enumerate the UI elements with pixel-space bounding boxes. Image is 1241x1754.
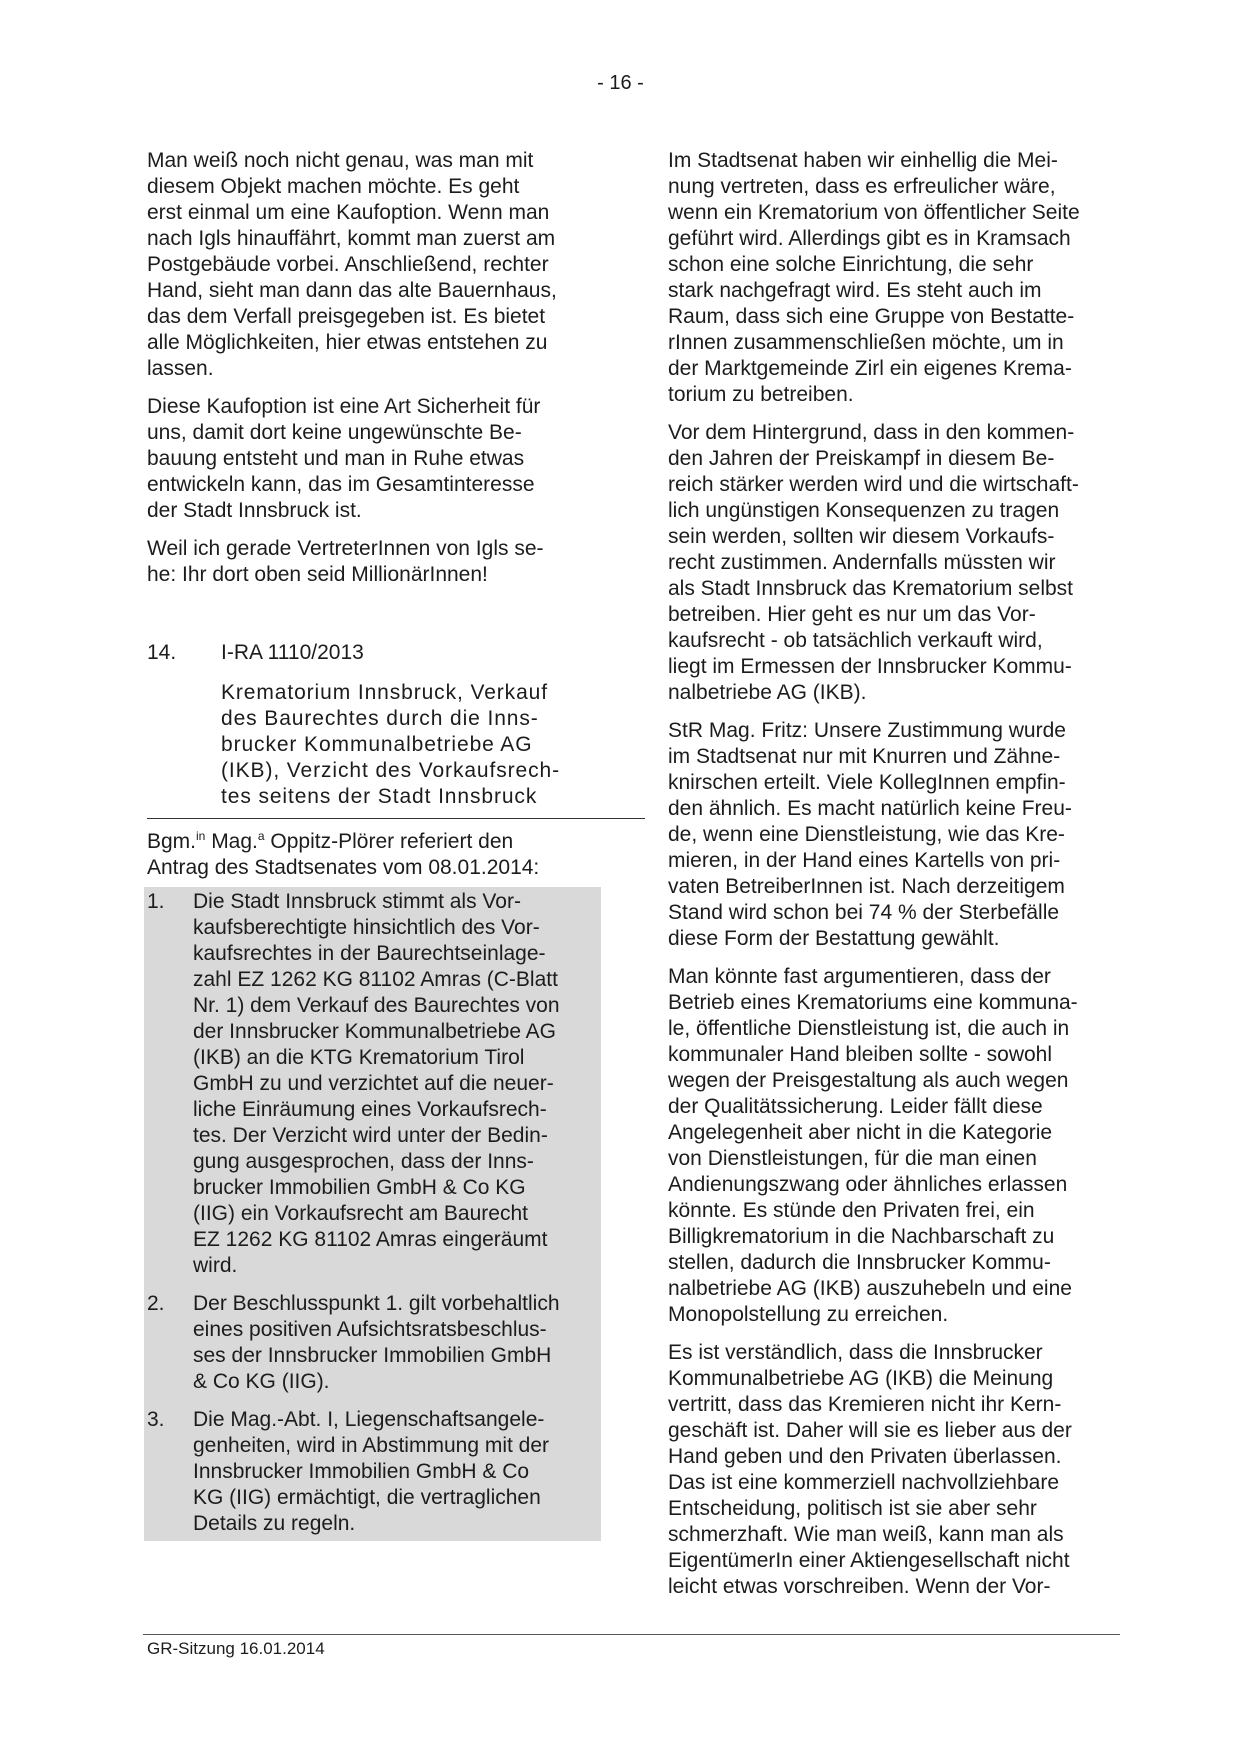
agenda-header bbox=[147, 640, 595, 666]
paragraph: Man weiß noch nicht genau, was man mit diesem Objekt machen möchte. Es geht erst einmal um eine Kaufoption. Wenn man nach Igls hinauffährt, kommt man zuerst am Postgebäude vorbei. Anschließend, rechter Hand, sieht man dann das alte Bauernhaus, das dem Verfall preisgegeben ist. Es bietet alle Möglichkeiten, hier etwas entstehen zu lassen. bbox=[147, 149, 557, 380]
intro-prefix: Bgm. bbox=[147, 830, 197, 853]
paragraph: Es ist verständlich, dass die Innsbrucker Kommunalbetriebe AG (IKB) die Meinung vertritt, dass das Kremieren nicht ihr Kern- geschäft ist. Daher will sie es lieber aus der Hand geben und den Privaten überlassen. Das ist eine kommerziell nachvollziehbare Entscheidung, politisch ist sie aber sehr schmerzhaft. Wie man weiß, kann man als EigentümerIn einer Aktiengesellschaft nicht leicht etwas vorschreiben. Wenn der Vor- bbox=[668, 1341, 1072, 1598]
paragraph: Weil ich gerade VertreterInnen von Igls se- he: Ihr dort oben seid MillionärInnen! bbox=[147, 537, 544, 586]
resolution-text: Die Stadt Innsbruck stimmt als Vor- kaufsberechtigte hinsichtlich des Vor- kaufsrechtes in der Baurechtseinlage- zahl EZ 1262 KG 81102 Amras (C-Blatt Nr. 1) dem Verkauf des Baurechtes von der Innsbrucker Kommunalbetriebe AG (IKB) an die KTG Krematorium Tirol GmbH zu und verzichtet auf die neuer- liche Einräumung eines Vorkaufsrech- tes. Der Verzicht wird unter der Bedin- gung ausgesprochen, dass der Inns- brucker Immobilien GmbH & Co KG (IIG) ein Vorkaufsrecht am Baurecht EZ 1262 KG 81102 Amras eingeräumt wird. bbox=[193, 890, 560, 1277]
page-number: - 16 - bbox=[597, 72, 644, 94]
intro-superscript: in bbox=[196, 829, 206, 843]
intro-mag: Mag. bbox=[205, 830, 258, 853]
agenda-item bbox=[147, 640, 595, 819]
agenda-title: Krematorium Innsbruck, Verkauf des Baurechtes durch die Inns- brucker Kommunalbetriebe AG (IKB), Verzicht des Vorkaufsrech- tes seitens der Stadt Innsbruck bbox=[221, 681, 560, 808]
agenda-divider bbox=[147, 818, 645, 819]
resolution-item bbox=[147, 1407, 597, 1537]
resolution-item bbox=[147, 1291, 597, 1395]
resolution-number: 1. bbox=[147, 890, 165, 913]
resolution-number: 2. bbox=[147, 1292, 165, 1315]
paragraph: StR Mag. Fritz: Unsere Zustimmung wurde im Stadtsenat nur mit Knurren und Zähne- knirschen erteilt. Viele KollegInnen empfin- den ähnlich. Es macht natürlich keine Freu- de, wenn eine Dienstleistung, wie das Kre- mieren, in der Hand eines Kartells von pri- vaten BetreiberInnen ist. Nach derzeitigem Stand wird schon bei 74 % der Sterbefälle diese Form der Bestattung gewählt. bbox=[668, 719, 1072, 950]
paragraph: Man könnte fast argumentieren, dass der Betrieb eines Krematoriums eine kommuna- le, öffentliche Dienstleistung ist, die auch in kommunaler Hand bleiben sollte - sowohl wegen der Preisgestaltung als auch wegen der Qualitätssicherung. Leider fällt diese Angelegenheit aber nicht in die Kategorie von Dienstleistungen, für die man einen Andienungszwang oder ähnliches erlassen könnte. Es stünde den Privaten frei, ein Billigkrematorium in die Nachbarschaft zu stellen, dadurch die Innsbrucker Kommu- nalbetriebe AG (IKB) auszuhebeln und eine Monopolstellung zu erreichen. bbox=[668, 965, 1078, 1326]
paragraph: Diese Kaufoption ist eine Art Sicherheit für uns, damit dort keine ungewünschte Be- bauung entsteht und man in Ruhe etwas entwickeln kann, das im Gesamtinteresse der Stadt Innsbruck ist. bbox=[147, 395, 541, 522]
footer-text: GR-Sitzung 16.01.2014 bbox=[147, 1639, 325, 1658]
intro-line2: Antrag des Stadtsenates vom 08.01.2014: bbox=[147, 856, 540, 879]
intro-superscript: a bbox=[257, 829, 265, 843]
resolution-number: 3. bbox=[147, 1408, 165, 1431]
left-column bbox=[147, 148, 595, 1541]
resolution-item bbox=[147, 889, 597, 1279]
resolution-text: Die Mag.-Abt. I, Liegenschaftsangele- genheiten, wird in Abstimmung mit der Innsbrucker Immobilien GmbH & Co KG (IIG) ermächtigt, die vertraglichen Details zu regeln. bbox=[193, 1408, 550, 1535]
agenda-number: 14. bbox=[147, 641, 177, 664]
paragraph: Vor dem Hintergrund, dass in den kommen- den Jahren der Preiskampf in diesem Be- reich stärker werden wird und die wirtschaft- lich ungünstigen Konsequenzen zu tragen sein werden, sollten wir diesem Vorkaufs- recht zustimmen. Andernfalls müssten wir als Stadt Innsbruck das Krematorium selbst betreiben. Hier geht es nur um das Vor- kaufsrecht - ob tatsächlich verkauft wird, liegt im Ermessen der Innsbrucker Kommu- nalbetriebe AG (IKB). bbox=[668, 421, 1079, 704]
resolution-text: Der Beschlusspunkt 1. gilt vorbehaltlich eines positiven Aufsichtsratsbeschlus- ses der Innsbrucker Immobilien GmbH & Co KG (IIG). bbox=[193, 1292, 560, 1393]
paragraph: Im Stadtsenat haben wir einhellig die Mei- nung vertreten, dass es erfreulicher wäre, wenn ein Krematorium von öffentlicher Seite geführt wird. Allerdings gibt es in Kramsach schon eine solche Einrichtung, die sehr stark nachgefragt wird. Es steht auch im Raum, dass sich eine Gruppe von Bestatte- rInnen zusammenschließen möchte, um in der Marktgemeinde Zirl ein eigenes Krema- torium zu betreiben. bbox=[668, 149, 1080, 406]
intro-rest: Oppitz-Plörer referiert den bbox=[264, 830, 514, 853]
agenda-reference: I-RA 1110/2013 bbox=[221, 641, 364, 664]
right-column bbox=[668, 148, 1120, 1612]
resolution-box bbox=[144, 887, 601, 1541]
footer-divider bbox=[143, 1634, 1120, 1635]
intro-text bbox=[147, 829, 595, 881]
